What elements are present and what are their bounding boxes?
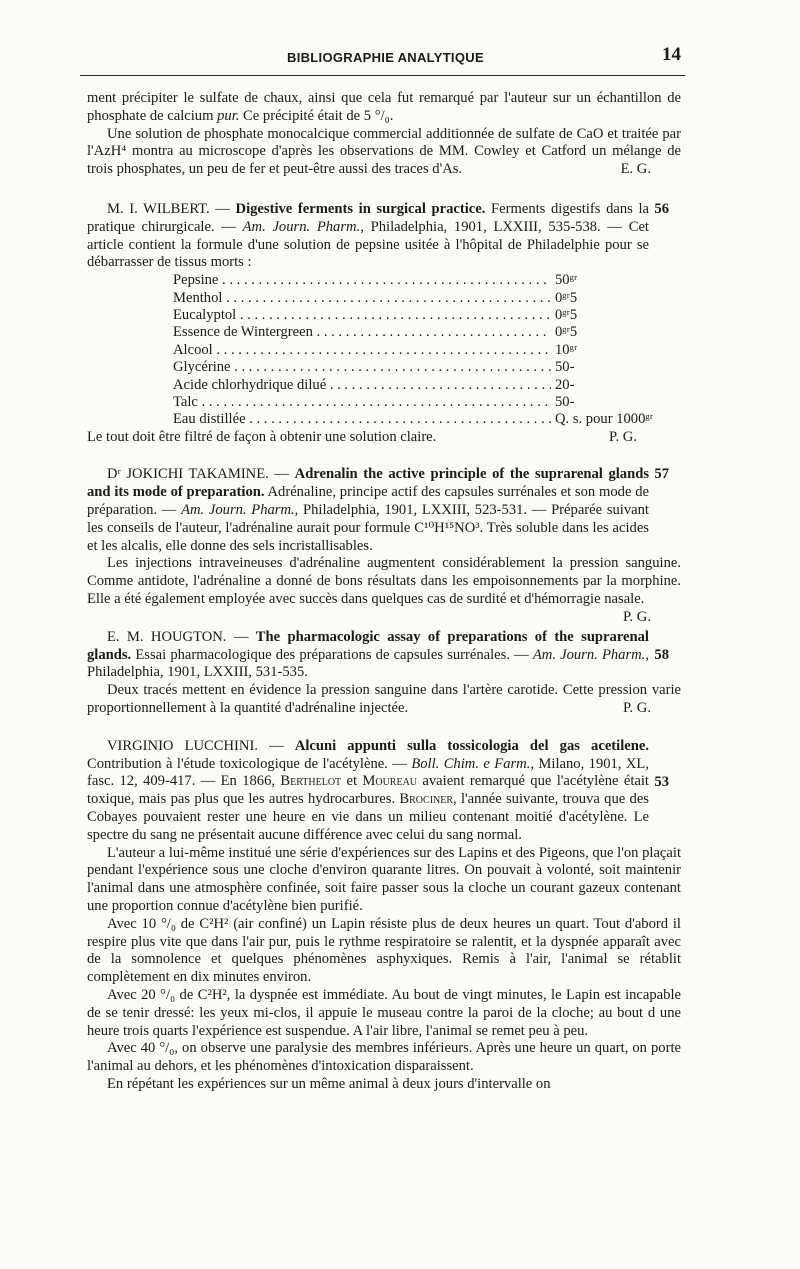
running-title: BIBLIOGRAPHIE ANALYTIQUE <box>287 50 484 65</box>
recipe-name: Talc . . . <box>173 394 551 411</box>
recipe-row <box>173 394 673 411</box>
entry-body-cont: , Philadelphia, 1901, LXXIII, 523-531. — Préparée suivant les conseils de l'auteur, l'adrénaline aurait pour formule C¹⁰H¹⁵NO³. Très soluble dans les acides et les alcalis, elle donne des sels incristallisables. <box>87 502 649 554</box>
recipe-qty: Q. s. pour 1000ᵍʳ <box>555 411 653 428</box>
recipe-name: Acide chlorhydrique dilué . . . <box>173 377 551 394</box>
entry-title: The pharmacologic assay of preparations of the suprarenal glands. <box>87 628 649 663</box>
entry-paragraph <box>87 555 681 625</box>
recipe-name: Menthol . . . <box>173 290 551 307</box>
intro-paragraph <box>87 90 681 126</box>
entry-number: 53 <box>654 773 669 790</box>
entry-text <box>87 738 681 845</box>
recipe-row <box>173 307 673 324</box>
entry-paragraph: Avec 10 °/₀ de C²H² (air confiné) un Lapin résiste plus de deux heures un quart. Tout d'abord il respire plus vite que dans l'air pur, puis le rythme respiratoire se ralentit, et la dyspnée apparaît avec de la somnolence et quelques phénomènes asphyxiques. Remis à l'air, l'animal se rétablit complètement en dix minutes environ. <box>87 915 681 986</box>
recipe-row <box>173 359 673 376</box>
recipe-name: Essence de Wintergreen . . . <box>173 324 551 341</box>
entry-text <box>87 466 681 555</box>
entry-journal: Am. Journ. Pharm. <box>242 218 361 235</box>
recipe-row <box>173 411 673 428</box>
recipe-row <box>173 272 673 289</box>
entry-number: 57 <box>654 466 669 483</box>
recipe-qty: 50- <box>555 393 575 410</box>
entry-title: Alcuni appunti sulla tossicologia del gas acetilene. <box>294 737 649 754</box>
entry-author: VIRGINIO LUCCHINI. — <box>107 737 295 754</box>
recipe-name: Eucalyptol . . . <box>173 307 551 324</box>
intro-text: ment précipiter le sulfate de chaux, ainsi que cela fut remarqué par l'auteur sur un échantillon de phosphate de calcium <box>87 90 681 124</box>
entry-paragraph: En répétant les expériences sur un même animal à deux jours d'intervalle on <box>107 1075 551 1092</box>
entry-58 <box>87 629 681 718</box>
entry-57 <box>87 466 681 625</box>
recipe-qty: 50- <box>555 359 575 376</box>
entry-56 <box>87 201 681 447</box>
recipe-qty: 0ᵍʳ5 <box>555 324 578 341</box>
entry-journal: Am. Journ. Pharm. <box>532 646 646 663</box>
entry-body-cont: , Philadelphia, 1901, LXXIII, 531-535. <box>87 646 649 681</box>
entry-title: Adrenalin the active principle of the suprarenal glands and its mode of preparation. <box>87 466 649 501</box>
author-ref: Brociner <box>399 791 454 808</box>
entry-number: 56 <box>654 200 669 217</box>
entry-title: Digestive ferments in surgical practice. <box>235 200 486 217</box>
recipe-qty: 20- <box>555 376 575 393</box>
recipe-row <box>173 324 673 341</box>
entry-text <box>87 629 681 682</box>
entry-signature: P. G. <box>609 428 637 445</box>
recipe-name: Glycérine . . . <box>173 359 551 376</box>
entry-paragraph <box>87 682 681 718</box>
entry-body: Essai pharmacologique des préparations de capsules surrénales. — <box>131 646 533 663</box>
entry-number: 58 <box>654 646 669 663</box>
recipe-name: Pepsine . . . <box>173 272 551 289</box>
intro-signature: E. G. <box>620 161 651 178</box>
entry-journal: Boll. Chim. e Farm. <box>411 755 531 772</box>
entry-body: Adrénaline, principe actif des capsules surrénales et son mode de préparation. — <box>87 484 649 519</box>
intro-paragraph-2 <box>87 126 681 179</box>
entry-body-cont: , Milano, 1901, XL, fasc. 12, 409-417. — En 1866, <box>87 755 649 790</box>
recipe-qty: 50ᵍʳ <box>555 272 578 289</box>
entry-para-text: Les injections intraveineuses d'adrénaline augmentent considérablement la pression sanguine. Comme antidote, l'adrénaline a donné de bons résultats dans les empoisonnements par la morphine. Elle a été également employée avec succès dans quelques cas de surdité et d'hémorragie nasale. <box>87 555 681 608</box>
entry-paragraph: L'auteur a lui-même institué une série d'expériences sur des Lapins et des Pigeons, que l'on plaçait pendant l'expérience sous une cloche d'environ quarante litres. On pouvait à volonté, soit maintenir l'animal dans une atmosphère confinée, soit faire passer sous la cloche un courant gazeux contenant une proportion connue d'acétylène bien purifié. <box>87 844 681 915</box>
entry-signature: P. G. <box>623 608 651 625</box>
entry-text <box>87 201 681 272</box>
entry-para-text: Deux tracés mettent en évidence la pression sanguine dans l'artère carotide. Cette pression varie proportionnellement à la quantité d'adrénaline injectée. <box>87 682 681 717</box>
recipe-name: Alcool . . . <box>173 342 551 359</box>
page-number: 14 <box>662 44 681 65</box>
entry-body-cont: et <box>341 773 363 790</box>
entry-body: Contribution à l'étude toxicologique de l'acétylène. — <box>87 755 412 772</box>
recipe-qty: 0ᵍʳ5 <box>555 306 578 323</box>
entry-body: Ferments digestifs dans la pratique chirurgicale. — <box>87 200 649 235</box>
entry-author: Dʳ JOKICHI TAKAMINE. — <box>107 466 295 483</box>
recipe-row <box>173 377 673 394</box>
entry-body-cont: avaient remarqué que l'acétylène était toxique, mais pas plus que les autres hydrocarbures. <box>87 773 649 808</box>
closing-text: Le tout doit être filtré de façon à obtenir une solution claire. <box>87 428 437 445</box>
intro-para2-text: Une solution de phosphate monocalcique commercial additionnée de sulfate de CaO et traitée par l'AzH⁴ montra au microscope d'après les observations de MM. Cowley et Catford un mélange de trois phosphates, un peu de fer et peut-être aussi des traces d'As. <box>87 125 681 178</box>
recipe-row <box>173 342 673 359</box>
entry-author: M. I. WILBERT. — <box>107 200 236 217</box>
recipe-qty: 10ᵍʳ <box>555 341 578 358</box>
entry-paragraph: Avec 20 °/₀ de C²H², la dyspnée est immédiate. Au bout de vingt minutes, le Lapin est incapable de se tenir dressé: les yeux mi-clos, il appuie le museau contre la paroi de la cloche; au bout d une heure trois quarts l'expérience est suspendue. A l'air libre, l'animal se remet peu à peu. <box>87 987 681 1039</box>
entry-body-cont: , l'année suivante, trouva que des Cobayes pouvaient rester une heure en vie dans un milieu contenant moitié d'acétylène. Le spectre du sang ne présentait aucune différence avec celui du sang normal. <box>87 791 649 843</box>
recipe-name: Eau distillée . . . <box>173 411 551 428</box>
header-rule <box>80 75 685 76</box>
author-ref: Berthelot <box>280 773 342 790</box>
entry-closing <box>87 429 681 447</box>
recipe-qty: 0ᵍʳ5 <box>555 289 578 306</box>
intro-italic: pur. <box>217 107 240 124</box>
entry-body-cont: , Philadelphia, 1901, LXXIII, 535-538. — Cet article contient la formule d'une solution de pepsine usitée à l'hôpital de Philadelphie pour se débarrasser de tissus morts : <box>87 218 649 271</box>
entry-signature: P. G. <box>623 700 651 717</box>
intro-rest: Ce précipité était de 5 °/₀. <box>239 107 394 124</box>
entry-paragraph: Avec 40 °/₀, on observe une paralysie des membres inférieurs. Après une heure un quart, on porte l'animal au dehors, et les phénomènes d'intoxication disparaissent. <box>87 1040 681 1075</box>
running-header <box>87 46 681 70</box>
entry-journal: Am. Journ. Pharm. <box>181 502 295 519</box>
recipe-table <box>173 272 673 429</box>
recipe-row <box>173 290 673 307</box>
entry-author: E. M. HOUGTON. — <box>107 628 256 645</box>
author-ref: Moureau <box>362 773 418 790</box>
entry-lucchini <box>87 738 681 1094</box>
page-body <box>87 90 681 1094</box>
